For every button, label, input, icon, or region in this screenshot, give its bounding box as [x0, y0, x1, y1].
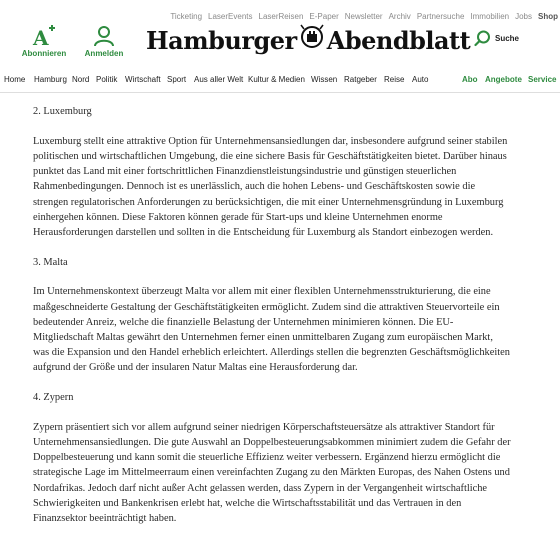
link-laserevents[interactable]: LaserEvents: [208, 12, 253, 21]
nav-politik[interactable]: Politik: [96, 75, 118, 84]
nav-service[interactable]: Service: [528, 75, 557, 84]
search-icon: [474, 30, 491, 47]
section-heading-malta: 3. Malta: [33, 256, 68, 268]
nav-sport[interactable]: Sport: [167, 75, 187, 84]
search-label: Suche: [495, 34, 520, 43]
nav-angebote[interactable]: Angebote: [485, 75, 522, 84]
nav-ratgeber[interactable]: Ratgeber: [344, 75, 377, 84]
section-heading-zypern: 4. Zypern: [33, 392, 74, 404]
nav-divider: [0, 92, 560, 93]
nav-home[interactable]: Home: [4, 75, 26, 84]
section-heading-luxemburg: 2. Luxemburg: [33, 106, 92, 117]
link-laserreisen[interactable]: LaserReisen: [258, 12, 304, 21]
nav-aus-aller-welt[interactable]: Aus aller Welt: [194, 75, 244, 84]
login-button[interactable]: [80, 25, 128, 58]
paragraph-malta: Im Unternehmenskontext überzeugt Malta vor allem mit einer flexiblen Unternehmensstrukturierung, die eine maßgeschneiderte Gestaltung der Geschäftstätigkeiten ermöglicht. Zudem sind die attraktiven Steuervorteile ein bedeutender Anreiz, welche die finanzielle Belastung der Unternehmen minimieren können. Die EU-Mitgliedschaft Maltas gewährt den Unternehmen ferner einen unmittelbaren Zugang zum europäischen Markt, was die Expansion und den Handel erheblich erleichtert. Allerdings stellen die begrenzten Geschäftsmöglichkeiten aufgrund der Größe und der insularen Natur Maltas eine Herausforderung dar.: [33, 286, 510, 374]
link-shop[interactable]: Shop: [538, 12, 558, 21]
link-jobs[interactable]: Jobs: [515, 12, 532, 21]
user-icon: [94, 25, 114, 47]
logo-word-right: Abendblatt: [326, 25, 471, 55]
link-archiv[interactable]: Archiv: [388, 12, 411, 21]
nav-abo[interactable]: Abo: [462, 75, 478, 84]
main-navigation: [0, 72, 560, 88]
nav-wirtschaft[interactable]: Wirtschaft: [125, 75, 161, 84]
nav-reise[interactable]: Reise: [384, 75, 405, 84]
service-links-bar: [170, 12, 560, 21]
nav-hamburg[interactable]: Hamburg: [34, 75, 67, 84]
coat-of-arms-icon: [300, 23, 324, 51]
nav-wissen[interactable]: Wissen: [311, 75, 338, 84]
site-logo[interactable]: [146, 23, 471, 57]
login-label: Anmelden: [84, 49, 124, 58]
link-epaper[interactable]: E-Paper: [309, 12, 339, 21]
link-newsletter[interactable]: Newsletter: [344, 12, 383, 21]
nav-kultur-medien[interactable]: Kultur & Medien: [248, 75, 305, 84]
subscribe-label: Abonnieren: [21, 49, 67, 58]
svg-text:A: A: [33, 26, 49, 47]
search-button[interactable]: [474, 30, 519, 47]
link-immobilien[interactable]: Immobilien: [470, 12, 510, 21]
link-partnersuche[interactable]: Partnersuche: [416, 12, 465, 21]
nav-nord[interactable]: Nord: [72, 75, 90, 84]
a-plus-icon: [31, 25, 57, 47]
link-ticketing[interactable]: Ticketing: [170, 12, 203, 21]
nav-auto[interactable]: Auto: [412, 75, 429, 84]
article-body: [33, 104, 511, 541]
paragraph-zypern: Zypern präsentiert sich vor allem aufgrund seiner niedrigen Körperschaftsteuersätze als attraktiver Standort für Unternehmensansiedlungen. Die gute Auswahl an Doppelbesteuerungsabkommen minimiert zudem die Gefahr der Doppelbesteuerung und kann somit die steuerliche Effizienz weiter verbessern. Ergänzend hierzu ermöglicht die strategische Lage im Mittelmeerraum einen vereinfachten Zugang zu den Märkten Europas, des Nahen Ostens und Nordafrikas. Jedoch darf nicht außer Acht gelassen werden, dass Zypern in der Vergangenheit wirtschaftliche Schwierigkeiten und Bankenkrisen erlebt hat, welche die Wirtschaftsstabilität und das Vertrauen in den Finanzsektor beeinträchtigt haben.: [33, 421, 511, 524]
logo-word-left: Hamburger: [146, 25, 297, 55]
paragraph-luxemburg: Luxemburg stellt eine attraktive Option für Unternehmensansiedlungen dar, insbesondere aufgrund seiner stabilen politischen und wirtschaftlichen Umgebung, die eine sichere Basis für Geschäftstätigkeiten bietet. Darüber hinaus punktet das Land mit einer fortschrittlichen Finanzdienstleistungsindustrie und günstigen steuerlichen Rahmenbedingungen. Dennoch ist es unerlässlich, auch die hohen Lebens- und Geschäftskosten sowie die strengen regulatorischen Anforderungen zu berücksichtigen, die mit einer Unternehmensgründung in Luxemburg einhergehen können. Diese Faktoren können gerade für Start-ups und kleine Unternehmen enorme Herausforderungen darstellen und sollten in die Entscheidung für Luxemburg als Standort einbezogen werden.: [33, 135, 508, 238]
subscribe-button[interactable]: [20, 25, 68, 58]
